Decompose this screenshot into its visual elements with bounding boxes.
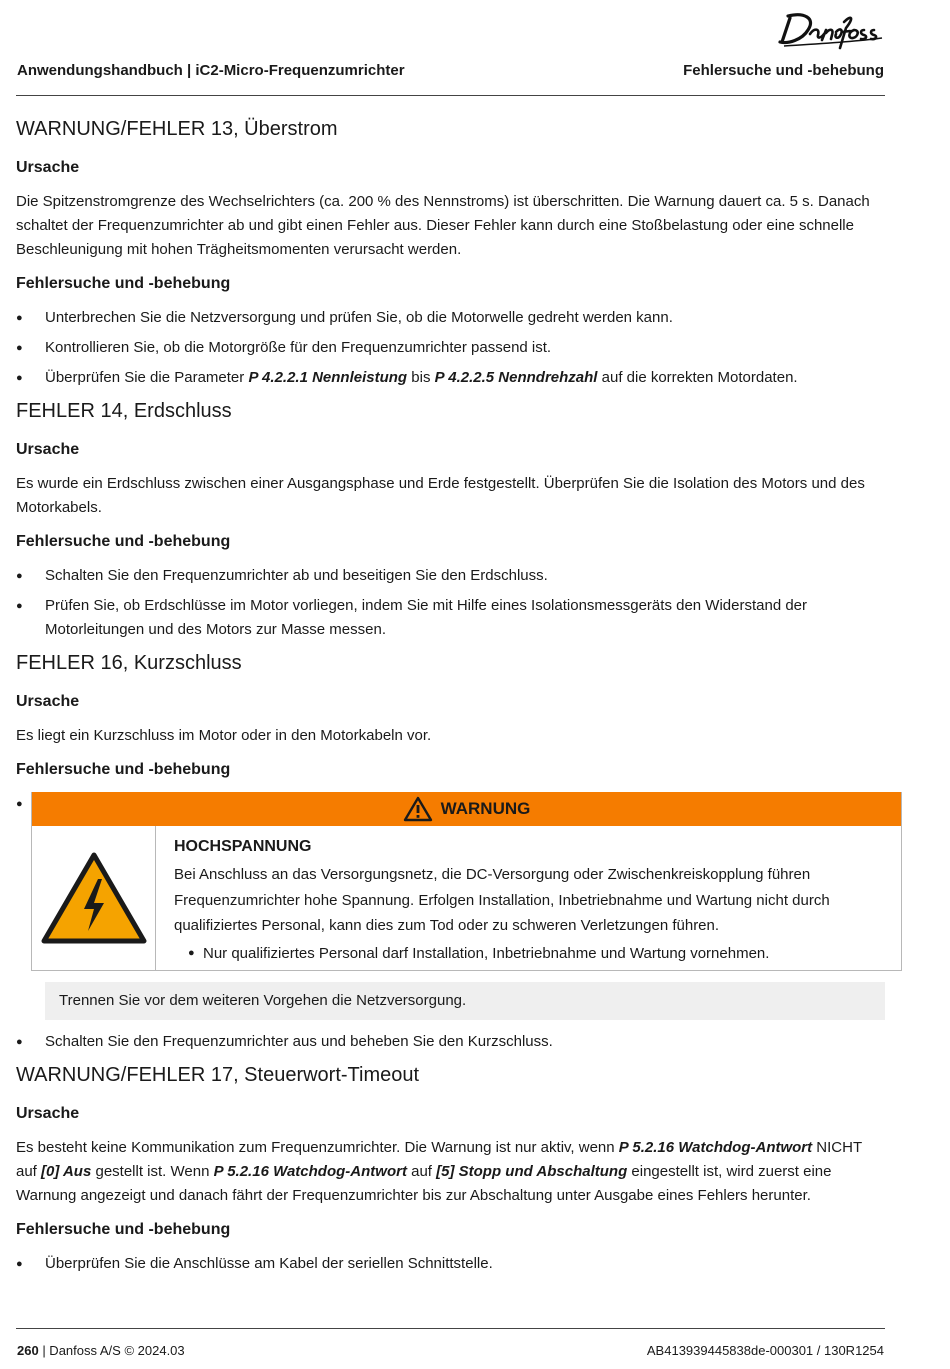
warning-triangle-icon (403, 796, 433, 822)
section-heading-16: FEHLER 16, Kurzschluss (16, 652, 242, 674)
warning-box (31, 792, 902, 971)
cause-text-17: Es besteht keine Kommunikation zum Frequenzumrichter. Die Warnung ist nur aktiv, wenn P 5.2.16 Watchdog-Antwort NICHT auf [0] Aus gestellt ist. Wenn P 5.2.16 Watchdog-Antwort auf [5] Stopp und Abschaltung eingestellt ist, wird zuerst eine Warnung angezeigt und danach fährt der Frequenzumrichter bis zur Abschaltung unter Ausgabe eines Fehlers herunter. (16, 1139, 862, 1204)
fix-heading-13: Fehlersuche und -behebung (16, 275, 231, 292)
warning-header (32, 792, 901, 826)
fix-heading-14: Fehlersuche und -behebung (16, 533, 231, 550)
header-document-title: Anwendungshandbuch | iC2-Micro-Frequenzumrichter (17, 62, 405, 79)
page-number: 260 (17, 1343, 39, 1358)
header-chapter-title: Fehlersuche und -behebung (683, 62, 884, 79)
cause-heading-13: Ursache (16, 159, 80, 176)
high-voltage-icon (40, 851, 148, 945)
cause-text-14: Es wurde ein Erdschluss zwischen einer Ausgangsphase und Erde festgestellt. Überprüfen Sie die Isolation des Motors und des Motorkabels. (16, 475, 865, 516)
parameter-reference: P 4.2.2.5 Nenndrehzahl (434, 369, 598, 386)
fix-list-16 (16, 1030, 885, 1054)
warning-text (156, 826, 901, 970)
page-content (16, 114, 885, 1282)
footer-company: | Danfoss A/S © 2024.03 (38, 1343, 185, 1358)
cause-heading-14: Ursache (16, 441, 80, 458)
header-rule (16, 95, 885, 96)
fix-list-17 (16, 1252, 885, 1276)
warning-bullet: ● Nur qualifiziertes Personal darf Installation, Inbetriebnahme und Wartung vornehmen. (174, 941, 881, 966)
danfoss-logo (774, 8, 884, 52)
fix-list-13 (16, 306, 885, 390)
warning-title: HOCHSPANNUNG (174, 838, 312, 855)
parameter-reference: P 5.2.16 Watchdog-Antwort (213, 1163, 407, 1180)
cause-heading-17: Ursache (16, 1105, 80, 1122)
section-heading-13: WARNUNG/FEHLER 13, Überstrom (16, 118, 338, 140)
list-item: ● Schalten Sie den Frequenzumrichter ab und beseitigen Sie den Erdschluss. (16, 564, 885, 588)
list-item: ● Unterbrechen Sie die Netzversorgung und prüfen Sie, ob die Motorwelle gedreht werden kann. (16, 306, 885, 330)
parameter-reference: P 5.2.16 Watchdog-Antwort (618, 1139, 813, 1156)
note-box: Trennen Sie vor dem weiteren Vorgehen die Netzversorgung. (45, 982, 885, 1020)
option-reference: [0] Aus (41, 1163, 92, 1180)
cause-text-16: Es liegt ein Kurzschluss im Motor oder in den Motorkabeln vor. (16, 727, 432, 744)
parameter-reference: P 4.2.2.1 Nennleistung (248, 369, 408, 386)
cause-text-13: Die Spitzenstromgrenze des Wechselrichters (ca. 200 % des Nennstroms) ist überschritten. Die Warnung dauert ca. 5 s. Danach schaltet der Frequenzumrichter ab und gibt einen Fehler aus. Dieser Fehler kann durch eine Stoßbelastung oder eine schnelle Beschleunigung mit hohen Trägheitsmomenten verursacht werden. (16, 193, 870, 258)
fix-heading-17: Fehlersuche und -behebung (16, 1221, 231, 1238)
list-item: ● Kontrollieren Sie, ob die Motorgröße für den Frequenzumrichter passend ist. (16, 336, 885, 360)
list-item: ● Überprüfen Sie die Parameter P 4.2.2.1 Nennleistung bis P 4.2.2.5 Nenndrehzahl auf die korrekten Motordaten. (16, 366, 885, 390)
fix-list-14 (16, 564, 885, 642)
footer-doc-id: AB413939445838de-000301 / 130R1254 (646, 1343, 884, 1358)
warning-body (32, 826, 901, 970)
list-item: ● Überprüfen Sie die Anschlüsse am Kabel der seriellen Schnittstelle. (16, 1252, 885, 1276)
warning-label: WARNUNG (440, 799, 531, 818)
section-heading-17: WARNUNG/FEHLER 17, Steuerwort-Timeout (16, 1064, 420, 1086)
footer-left (17, 1343, 185, 1358)
warning-description: Bei Anschluss an das Versorgungsnetz, die DC-Versorgung oder Zwischenkreiskopplung führen Frequenzumrichter hohe Spannung. Erfolgen Installation, Inbetriebnahme und Wartung nicht durch qualifiziertes Personal, kann dies zum Tod oder zu schweren Verletzungen führen. (174, 866, 830, 934)
list-item: ● Prüfen Sie, ob Erdschlüsse im Motor vorliegen, indem Sie mit Hilfe eines Isolationsmessgeräts den Widerstand der Motorleitungen und des Motors zur Masse messen. (16, 594, 885, 642)
list-item: ● Schalten Sie den Frequenzumrichter aus und beheben Sie den Kurzschluss. (16, 1030, 885, 1054)
section-heading-14: FEHLER 14, Erdschluss (16, 400, 232, 422)
bullet: ● (16, 798, 23, 810)
cause-heading-16: Ursache (16, 693, 80, 710)
list-item-warning (16, 792, 885, 972)
option-reference: [5] Stopp und Abschaltung (436, 1163, 628, 1180)
fix-heading-16: Fehlersuche und -behebung (16, 761, 231, 778)
footer-rule (16, 1328, 885, 1329)
high-voltage-icon-cell (32, 826, 156, 970)
